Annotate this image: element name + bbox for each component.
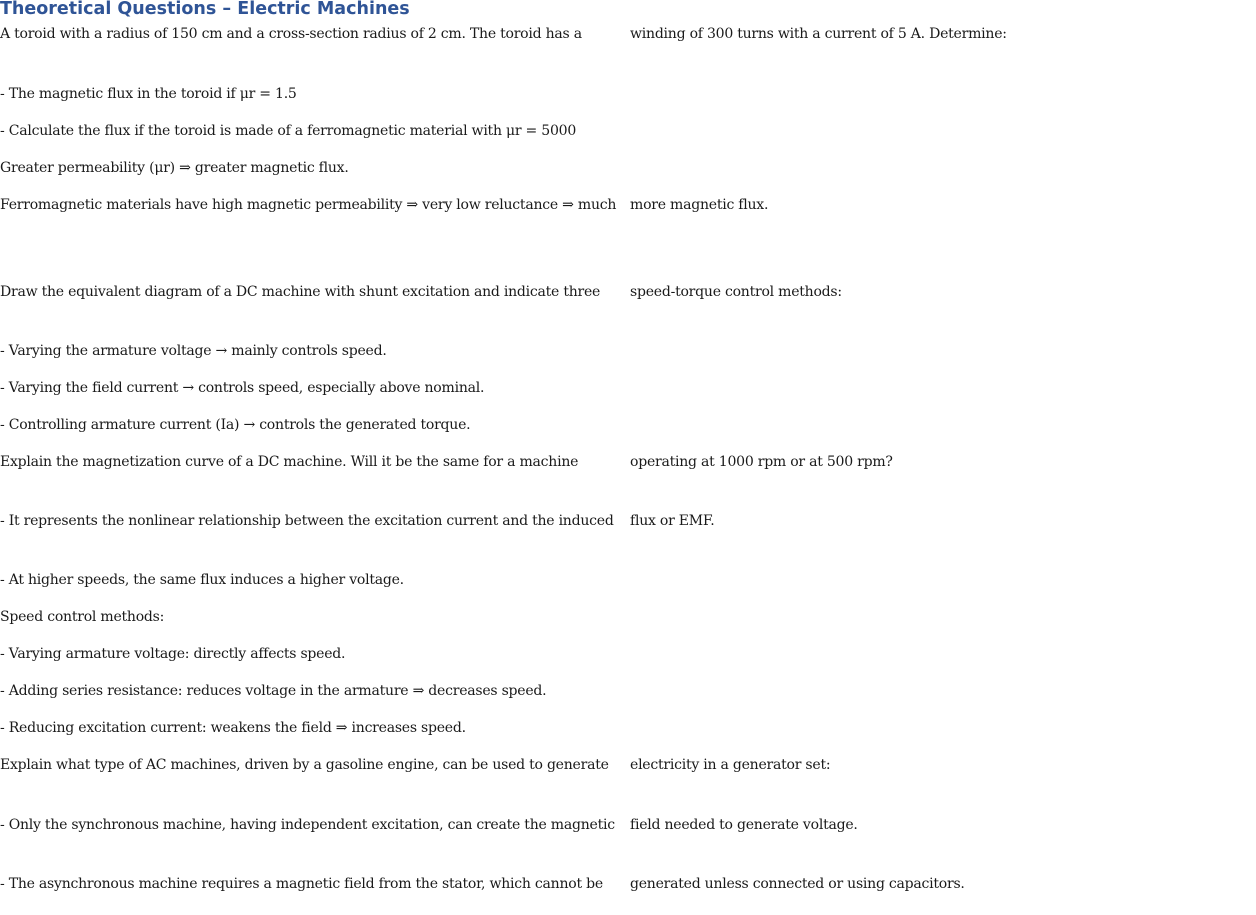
text-line: - Calculate the flux if the toroid is made of a ferromagnetic material with μr = 5000 bbox=[0, 123, 577, 139]
paragraph-ferromagnetic bbox=[0, 194, 769, 216]
text-line: - Varying the armature voltage → mainly controls speed. bbox=[0, 343, 387, 359]
text-line: - The asynchronous machine requires a magnetic field from the stator, which cannot be bbox=[0, 876, 603, 892]
paragraph-speed-control-heading bbox=[0, 606, 626, 628]
paragraph-armature-current bbox=[0, 414, 626, 436]
text-line: speed-torque control methods: bbox=[630, 284, 843, 300]
paragraph-synchronous-machine bbox=[0, 814, 858, 836]
paragraph-excitation-current bbox=[0, 717, 626, 739]
paragraph-dc-shunt-question bbox=[0, 281, 843, 303]
text-line: - Adding series resistance: reduces voltage in the armature ⇒ decreases speed. bbox=[0, 683, 547, 699]
paragraph-asynchronous-machine bbox=[0, 873, 965, 895]
document-title: Theoretical Questions – Electric Machines bbox=[0, 0, 410, 19]
text-line: - It represents the nonlinear relationship between the excitation current and the induced bbox=[0, 513, 614, 529]
text-line: A toroid with a radius of 150 cm and a cross-section radius of 2 cm. The toroid has a bbox=[0, 26, 582, 42]
text-line: winding of 300 turns with a current of 5 A. Determine: bbox=[630, 26, 1007, 42]
text-line: more magnetic flux. bbox=[630, 197, 769, 213]
text-line: electricity in a generator set: bbox=[630, 757, 831, 773]
text-line: Explain what type of AC machines, driven by a gasoline engine, can be used to generate bbox=[0, 757, 609, 773]
text-line: generated unless connected or using capacitors. bbox=[630, 876, 965, 892]
text-line: Speed control methods: bbox=[0, 609, 165, 625]
paragraph-field-current bbox=[0, 377, 626, 399]
text-line: - At higher speeds, the same flux induces a higher voltage. bbox=[0, 572, 404, 588]
text-line: operating at 1000 rpm or at 500 rpm? bbox=[630, 454, 893, 470]
paragraph-ac-machines-question bbox=[0, 754, 831, 776]
text-line: - Varying armature voltage: directly affects speed. bbox=[0, 646, 346, 662]
text-line: - Controlling armature current (Ia) → controls the generated torque. bbox=[0, 417, 471, 433]
paragraph-magnetization-question bbox=[0, 451, 893, 473]
text-line: field needed to generate voltage. bbox=[630, 817, 858, 833]
paragraph-armature-voltage bbox=[0, 340, 626, 362]
text-line: flux or EMF. bbox=[630, 513, 715, 529]
paragraph-toroid-problem bbox=[0, 23, 1007, 45]
paragraph-nonlinear-relationship bbox=[0, 510, 715, 532]
paragraph-permeability bbox=[0, 157, 626, 179]
text-line: - Reducing excitation current: weakens the field ⇒ increases speed. bbox=[0, 720, 466, 736]
text-line: Greater permeability (μr) ⇒ greater magnetic flux. bbox=[0, 160, 349, 176]
paragraph-higher-speeds bbox=[0, 569, 626, 591]
paragraph-flux-mur-5000 bbox=[0, 120, 626, 142]
paragraph-series-resistance bbox=[0, 680, 626, 702]
text-line: Draw the equivalent diagram of a DC machine with shunt excitation and indicate three bbox=[0, 284, 601, 300]
text-line: Ferromagnetic materials have high magnetic permeability ⇒ very low reluctance ⇒ much bbox=[0, 197, 617, 213]
text-line: Explain the magnetization curve of a DC machine. Will it be the same for a machine bbox=[0, 454, 579, 470]
text-line: - The magnetic flux in the toroid if μr = 1.5 bbox=[0, 86, 297, 102]
text-line: - Only the synchronous machine, having independent excitation, can create the magnetic bbox=[0, 817, 615, 833]
paragraph-varying-armature-voltage bbox=[0, 643, 626, 665]
paragraph-flux-mur-1-5 bbox=[0, 83, 626, 105]
text-line: - Varying the field current → controls speed, especially above nominal. bbox=[0, 380, 485, 396]
